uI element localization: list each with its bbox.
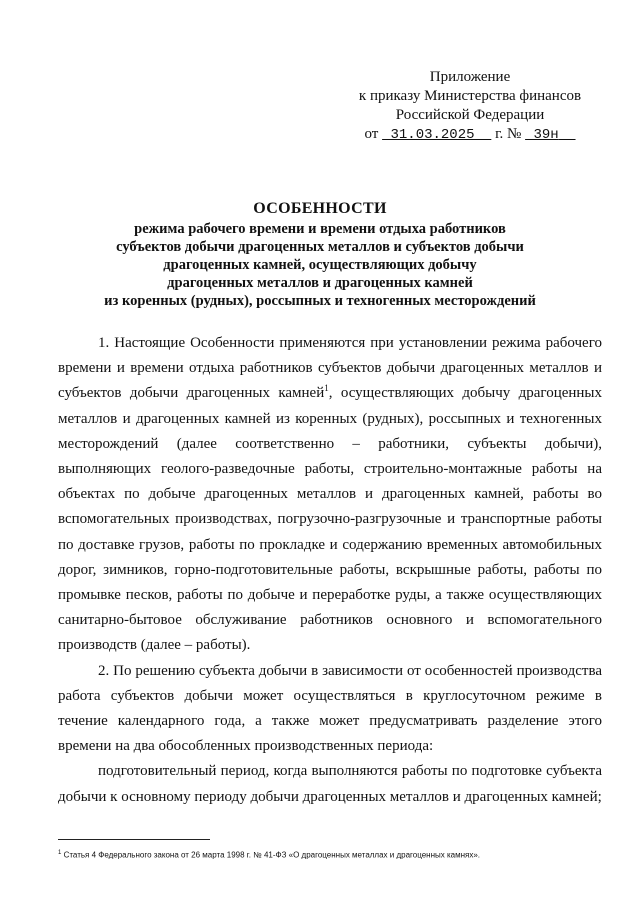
title-line-4: драгоценных металлов и драгоценных камней: [167, 275, 473, 291]
appendix-ministry: Российской Федерации: [395, 107, 545, 123]
footnote-text: Статья 4 Федерального закона от 26 марта 1998 г. № 41-ФЗ «О драгоценных металлах и драгоценных камнях».: [63, 850, 481, 860]
title-line-5: из коренных (рудных), россыпных и техногенных месторождений: [104, 293, 536, 309]
appendix-header: [340, 68, 600, 145]
document-title: [40, 200, 600, 310]
footnote-divider: [58, 839, 210, 840]
title-line-1: режима рабочего времени и времени отдыха работников: [134, 221, 506, 237]
order-date: 31.03.2025: [390, 127, 475, 143]
appendix-order-ref: к приказу Министерства финансов: [358, 88, 582, 104]
footnote-number: 1: [58, 850, 62, 856]
appendix-label: Приложение: [429, 69, 511, 85]
paragraph-1: 1. Настоящие Особенности применяются при установлении режима рабочего времени и времени отдыха работников субъектов добычи драгоценных металлов и субъектов добычи драгоценных камней$^1$, осуществляющих добычу драгоценных металлов и драгоценных камней из коренных (рудных), россыпных и техногенных месторождений (далее соответственно – работники, субъекты добычи), выполняющих геолого-разведочные работы, строительно-монтажные работы на объектах по добыче драгоценных металлов и драгоценных камней, работы во вспомогательных производствах, погрузочно-разгрузочные и транспортные работы по доставке грузов, работы по прокладке и содержанию временных автомобильных дорог, зимников, горно-подготовительные работы, вскрышные работы, работы по промывке песков, работы по добыче и переработке руды, а также осуществляющих санитарно-бытовое обслуживание работников основного и вспомогательного производств (далее – работы).: [58, 335, 603, 654]
number-prefix: г. №: [495, 126, 522, 142]
date-prefix: от: [364, 126, 379, 142]
appendix-date-line: [340, 125, 600, 145]
title-line-2: субъектов добычи драгоценных металлов и субъектов добычи: [116, 239, 524, 255]
order-number: 39н: [533, 127, 559, 143]
title-main: ОСОБЕННОСТИ: [253, 200, 387, 217]
footnote-ref: 1: [324, 383, 329, 394]
paragraph-3: подготовительный период, когда выполняются работы по подготовке субъекта добычи к основному периоду добычи драгоценных металлов и драгоценных камней;: [58, 763, 602, 805]
document-body: [58, 331, 602, 810]
footnote: [58, 848, 618, 861]
title-line-3: драгоценных камней, осуществляющих добычу: [163, 257, 477, 273]
paragraph-2: 2. По решению субъекта добычи в зависимости от особенностей производства работа субъектов добычи может осуществляться в круглосуточном режиме в течение календарного года, а также может предусматривать разделение этого времени на два обособленных производственных периода:: [58, 662, 602, 755]
